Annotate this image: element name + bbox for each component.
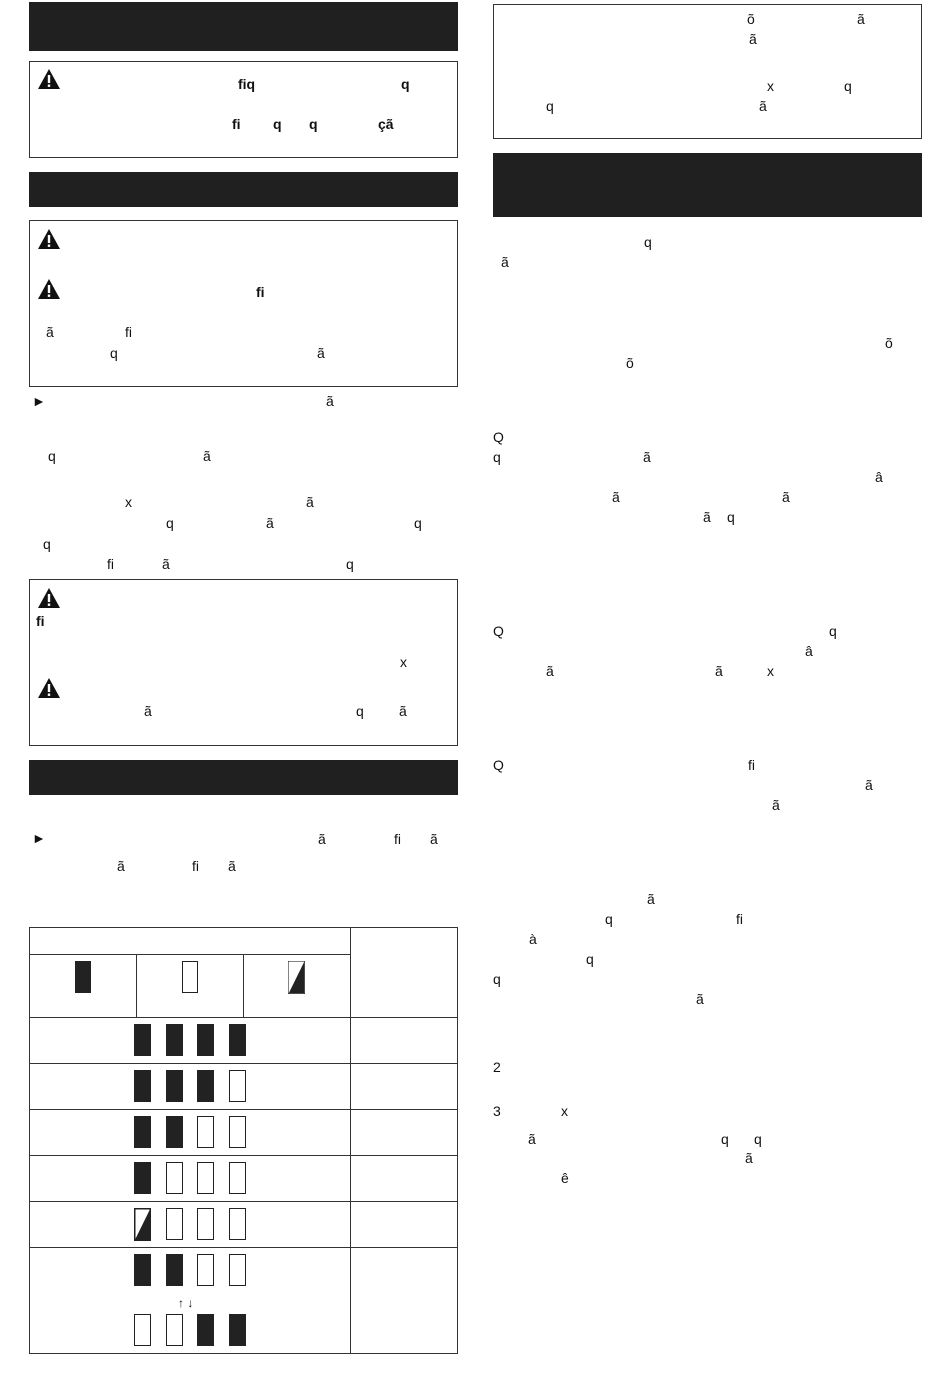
- warning3-text: fi: [36, 613, 45, 629]
- body-text: q: [644, 234, 652, 250]
- list1-text: q: [43, 536, 51, 552]
- list1-text: q: [166, 515, 174, 531]
- warning1-text: fiq: [238, 76, 256, 92]
- warning3-text: x: [400, 654, 407, 670]
- body-text: ã: [696, 991, 704, 1007]
- note-text: õ: [747, 11, 755, 27]
- list1-text: fi: [107, 556, 114, 572]
- half-cell-icon: [288, 961, 305, 994]
- list1-text: ã: [306, 494, 314, 510]
- up-down-arrows-icon: ↑ ↓: [178, 1296, 194, 1310]
- list1-text: ã: [203, 448, 211, 464]
- list2-text: fi: [192, 858, 199, 874]
- battery-cell-full: [134, 1254, 151, 1286]
- list1-text: q: [346, 556, 354, 572]
- battery-cell-full: [134, 1116, 151, 1148]
- warning2-text: fi: [256, 284, 265, 300]
- battery-cell-empty: [166, 1314, 183, 1346]
- battery-cell-full: [197, 1024, 214, 1056]
- warning1-text: q: [273, 116, 282, 132]
- body-text: x: [561, 1103, 568, 1119]
- empty-cell-icon: [182, 961, 198, 993]
- body-text: ê: [561, 1170, 569, 1186]
- warning-triangle-icon: [37, 278, 61, 300]
- warning3-text: ã: [144, 703, 152, 719]
- warning2-note: fi: [125, 324, 132, 340]
- battery-cell-empty: [197, 1116, 214, 1148]
- list1-text: q: [414, 515, 422, 531]
- body-text: fi: [736, 911, 743, 927]
- body-text: q: [829, 623, 837, 639]
- list1-text: ã: [162, 556, 170, 572]
- warning2-note: ã: [46, 324, 54, 340]
- battery-cell-full: [197, 1070, 214, 1102]
- warning2-note: ã: [317, 345, 325, 361]
- battery-cell-full: [197, 1314, 214, 1346]
- step-number: 3: [493, 1103, 501, 1119]
- battery-cell-full: [134, 1024, 151, 1056]
- warning1-text: q: [309, 116, 318, 132]
- note-box: [493, 4, 922, 139]
- section-header-bar-4: [493, 153, 922, 217]
- list1-text: ã: [266, 515, 274, 531]
- note-text: ã: [857, 11, 865, 27]
- note-text: ã: [759, 98, 767, 114]
- battery-cell-full: [134, 1070, 151, 1102]
- body-text: Q: [493, 757, 504, 773]
- list2-text: fi: [394, 831, 401, 847]
- warning-box-1: [29, 61, 458, 158]
- note-text: x: [767, 78, 774, 94]
- body-text: q: [586, 951, 594, 967]
- battery-cell-empty: [229, 1254, 246, 1286]
- body-text: à: [529, 931, 537, 947]
- body-text: õ: [885, 335, 893, 351]
- note-text: ã: [749, 31, 757, 47]
- body-text: ã: [715, 663, 723, 679]
- battery-cell-empty: [197, 1162, 214, 1194]
- body-text: â: [875, 469, 883, 485]
- section-header-bar-2: [29, 172, 458, 207]
- list2-text: ã: [430, 831, 438, 847]
- battery-cell-full: [166, 1070, 183, 1102]
- body-text: ã: [546, 663, 554, 679]
- body-text: ã: [528, 1131, 536, 1147]
- battery-cell-empty: [166, 1208, 183, 1240]
- body-text: q: [727, 509, 735, 525]
- body-text: ã: [612, 489, 620, 505]
- battery-cell-empty: [166, 1162, 183, 1194]
- battery-cell-empty: [229, 1070, 246, 1102]
- section-header-bar-3: [29, 760, 458, 795]
- battery-cell-empty: [197, 1208, 214, 1240]
- battery-cell-empty: [134, 1314, 151, 1346]
- battery-cell-full: [166, 1024, 183, 1056]
- body-text: ã: [745, 1150, 753, 1166]
- body-text: q: [721, 1131, 729, 1147]
- warning3-text: ã: [399, 703, 407, 719]
- body-text: ã: [501, 254, 509, 270]
- battery-cell-empty: [229, 1116, 246, 1148]
- body-text: ã: [772, 797, 780, 813]
- note-text: q: [546, 98, 554, 114]
- list2-text: ã: [228, 858, 236, 874]
- body-text: ã: [647, 891, 655, 907]
- body-text: q: [754, 1131, 762, 1147]
- body-text: ã: [782, 489, 790, 505]
- body-text: fi: [748, 757, 755, 773]
- warning1-text: fi: [232, 116, 241, 132]
- battery-cell-full: [229, 1024, 246, 1056]
- body-text: q: [605, 911, 613, 927]
- battery-cell-full: [166, 1116, 183, 1148]
- body-text: x: [767, 663, 774, 679]
- warning3-text: q: [356, 703, 364, 719]
- list2-text: ã: [117, 858, 125, 874]
- warning-box-2: [29, 220, 458, 387]
- battery-cell-full: [166, 1254, 183, 1286]
- warning-triangle-icon: [37, 68, 61, 90]
- warning1-text: q: [401, 76, 410, 92]
- section-header-bar-1: [29, 2, 458, 51]
- body-text: ã: [865, 777, 873, 793]
- body-text: õ: [626, 355, 634, 371]
- body-text: q: [493, 971, 501, 987]
- battery-cell-half: [134, 1208, 151, 1241]
- body-text: Q: [493, 429, 504, 445]
- body-text: Q: [493, 623, 504, 639]
- warning-box-3: [29, 579, 458, 746]
- warning-triangle-icon: [37, 677, 61, 699]
- body-text: â: [805, 643, 813, 659]
- battery-cell-full: [134, 1162, 151, 1194]
- battery-cell-full: [229, 1314, 246, 1346]
- warning-triangle-icon: [37, 587, 61, 609]
- body-text: ã: [643, 449, 651, 465]
- warning-triangle-icon: [37, 228, 61, 250]
- warning1-text: çã: [378, 116, 394, 132]
- list1-text: ã: [326, 393, 334, 409]
- body-text: ã: [703, 509, 711, 525]
- list1-text: x: [125, 494, 132, 510]
- note-text: q: [844, 78, 852, 94]
- bullet-arrow: ►: [32, 393, 46, 409]
- battery-cell-empty: [197, 1254, 214, 1286]
- step-number: 2: [493, 1059, 501, 1075]
- battery-indicator-table: [29, 927, 458, 1354]
- warning2-note: q: [110, 345, 118, 361]
- list1-text: q: [48, 448, 56, 464]
- body-text: q: [493, 449, 501, 465]
- full-cell-icon: [75, 961, 91, 993]
- battery-cell-empty: [229, 1208, 246, 1240]
- bullet-arrow: ►: [32, 830, 46, 846]
- battery-cell-empty: [229, 1162, 246, 1194]
- list2-text: ã: [318, 831, 326, 847]
